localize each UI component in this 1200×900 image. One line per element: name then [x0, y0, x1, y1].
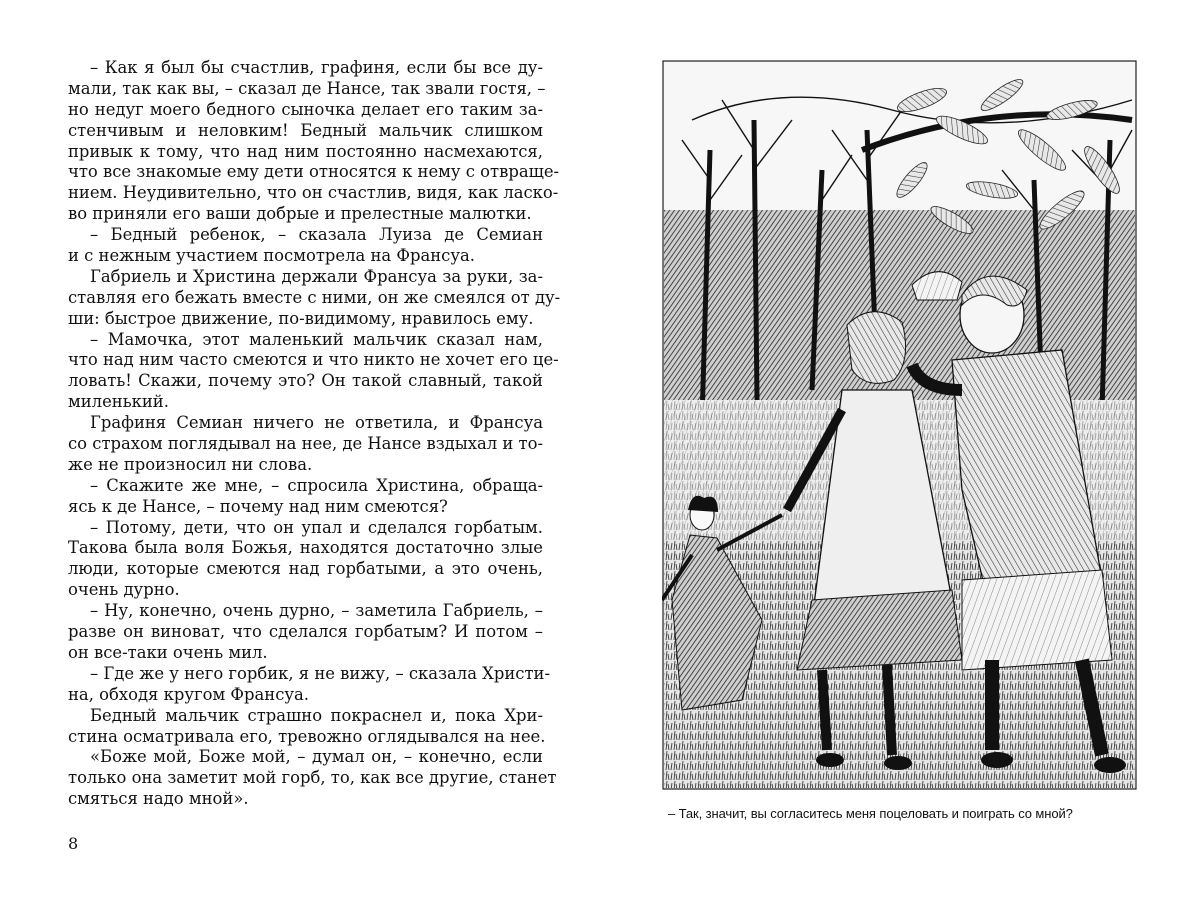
text-line: ставляя его бежать вместе с ними, он же смеялся от ду- [68, 287, 561, 307]
text-line: миленький. [68, 392, 169, 412]
text-line: но недуг моего бедного сыночка делает его таким за- [68, 99, 543, 119]
text-line: – Как я был бы счастлив, графиня, если бы все ду- [90, 58, 543, 77]
text-line: – Мамочка, этот маленький мальчик сказал нам, [90, 329, 543, 349]
illustration-caption: – Так, значит, вы согласитесь меня поцеловать и поиграть со мной? [668, 806, 1073, 821]
text-line: только она заметит мой горб, то, как все другие, станет [68, 768, 557, 788]
text-line: – Где же у него горбик, я не вижу, – сказала Христи- [90, 663, 550, 683]
body-text [68, 58, 561, 810]
text-line: на, обходя кругом Франсуа. [68, 684, 310, 704]
text-line: смяться надо мной». [68, 789, 249, 809]
text-line: что все знакомые ему дети относятся к нему с отвраще- [68, 162, 560, 182]
text-line: ловать! Скажи, почему это? Он такой славный, такой [68, 371, 543, 391]
text-line: разве он виноват, что сделался горбатым? И потом – [68, 622, 543, 642]
text-line: – Потому, дети, что он упал и сделался горбатым. [90, 517, 543, 537]
text-line: Габриель и Христина держали Франсуа за руки, за- [90, 266, 543, 286]
text-line: Такова была воля Божья, находятся достаточно злые [68, 538, 543, 558]
right-page [600, 0, 1200, 900]
text-line: он все-таки очень мил. [68, 642, 268, 662]
text-line: ясь к де Нансе, – почему над ним смеются? [68, 496, 448, 516]
text-line: Графиня Семиан ничего не ответила, и Франсуа [90, 413, 543, 433]
text-line: «Боже мой, Боже мой, – думал он, – конечно, если [90, 747, 543, 767]
text-line: нием. Неудивительно, что он счастлив, видя, как ласко- [68, 183, 559, 203]
text-line: ши: быстрое движение, по-видимому, нравилось ему. [68, 308, 534, 328]
text-line: – Бедный ребенок, – сказала Луиза де Семиан [90, 225, 543, 245]
text-line: стина осматривала его, тревожно оглядывался на нее. [68, 726, 546, 746]
text-line: очень дурно. [68, 580, 180, 600]
text-line: стенчивым и неловким! Бедный мальчик слишком [68, 120, 543, 140]
text-line: привык к тому, что над ним постоянно насмехаются, [68, 141, 543, 161]
text-line: мали, так как вы, – сказал де Нансе, так звали гостя, – [68, 78, 546, 98]
text-line: и с нежным участием посмотрела на Франсуа. [68, 246, 475, 266]
text-line: Бедный мальчик страшно покраснел и, пока Хри- [90, 705, 543, 725]
text-line: – Скажите же мне, – спросила Христина, обраща- [90, 475, 543, 495]
text-line: же не произносил ни слова. [68, 454, 313, 474]
text-line: со страхом поглядывал на нее, де Нансе вздыхал и то- [68, 434, 544, 454]
text-line: люди, которые смеются над горбатыми, а это очень, [68, 559, 543, 579]
text-line: – Ну, конечно, очень дурно, – заметила Габриель, – [90, 601, 543, 621]
engraving-illustration [662, 60, 1137, 790]
page-number: 8 [68, 834, 79, 853]
text-line: что над ним часто смеются и что никто не хочет его це- [68, 350, 559, 370]
text-line: во приняли его ваши добрые и прелестные малютки. [68, 204, 532, 224]
